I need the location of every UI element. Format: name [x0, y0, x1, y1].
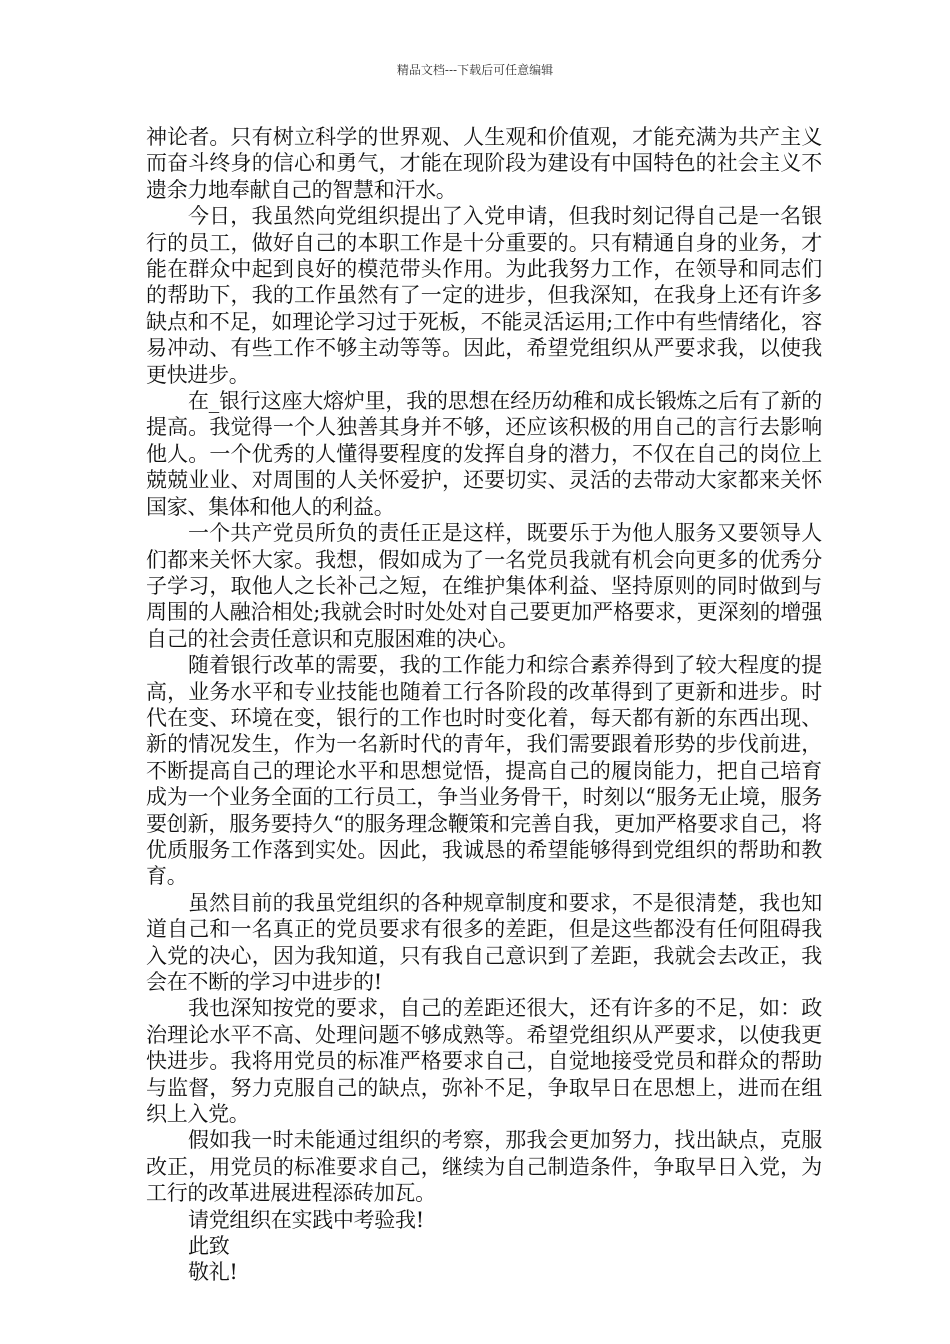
- paragraph-4: 一个共产党员所负的责任正是这样，既要乐于为他人服务又要领导人们都来关怀大家。我想，假如成为了一名党员我就有机会向更多的优秀分子学习，取他人之长补己之短，在维护集体利益、坚持原则的同时做到与周围的人融洽相处;我就会时时处处对自己要更加严格要求，更深刻的增强自己的社会责任意识和克服困难的决心。: [146, 521, 822, 651]
- closing-regards: 敬礼!: [188, 1260, 238, 1285]
- paragraph-7: 我也深知按党的要求，自己的差距还很大，还有许多的不足，如：政治理论水平不高、处理问题不够成熟等。希望党组织从严要求，以使我更快进步。我将用党员的标准严格要求自己，自觉地接受党员和群众的帮助与监督，努力克服自己的缺点，弥补不足，争取早日在思想上，进而在组织上入党。: [146, 996, 822, 1127]
- document-body: [146, 124, 822, 1286]
- paragraph-5: 随着银行改革的需要，我的工作能力和综合素养得到了较大程度的提高，业务水平和专业技能也随着工行各阶段的改革得到了更新和进步。时代在变、环境在变，银行的工作也时时变化着，每天都有新的东西出现、新的情况发生，作为一名新时代的青年，我们需要跟着形势的步伐前进，不断提高自己的理论水平和思想觉悟，提高自己的履岗能力，把自己培育成为一个业务全面的工行员工，争当业务骨干，时刻以“服务无止境，服务要创新，服务要持久“的服务理念鞭策和完善自我，更加严格要求自己，将优质服务工作落到实处。因此，我诚恳的希望能够得到党组织的帮助和教育。: [146, 653, 822, 889]
- page-header: 精品文档---下载后可任意编辑: [396, 63, 554, 77]
- paragraph-2: 今日，我虽然向党组织提出了入党申请，但我时刻记得自己是一名银行的员工，做好自己的本职工作是十分重要的。只有精通自身的业务，才能在群众中起到良好的模范带头作用。为此我努力工作，在领导和同志们的帮助下，我的工作虽然有了一定的进步，但我深知，在我身上还有许多缺点和不足，如理论学习过于死板，不能灵活运用;工作中有些情绪化，容易冲动、有些工作不够主动等等。因此，希望党组织从严要求我，以使我更快进步。: [146, 204, 822, 387]
- paragraph-6: 虽然目前的我虽党组织的各种规章制度和要求，不是很清楚，我也知道自己和一名真正的党员要求有很多的差距，但是这些都没有任何阻碍我入党的决心，因为我知道，只有我自己意识到了差距，我就会去改正，我会在不断的学习中进步的!: [146, 890, 822, 994]
- paragraph-8: 假如我一时未能通过组织的考察，那我会更加努力，找出缺点，克服改正，用党员的标准要求自己，继续为自己制造条件，争取早日入党，为工行的改革进展进程添砖加瓦。: [146, 1128, 822, 1206]
- closing-request: 请党组织在实践中考验我!: [188, 1207, 424, 1232]
- paragraph-1: 神论者。只有树立科学的世界观、人生观和价值观，才能充满为共产主义而奋斗终身的信心和勇气，才能在现阶段为建设有中国特色的社会主义不遗余力地奉献自己的智慧和汗水。: [146, 125, 822, 202]
- paragraph-3: 在_银行这座大熔炉里，我的思想在经历幼稚和成长锻炼之后有了新的提高。我觉得一个人独善其身并不够，还应该积极的用自己的言行去影响他人。一个优秀的人懂得要程度的发挥自身的潜力，不仅在自己的岗位上兢兢业业、对周围的人关怀爱护，还要切实、灵活的去带动大家都来关怀国家、集体和他人的利益。: [146, 389, 822, 519]
- closing-salutation: 此致: [188, 1234, 230, 1259]
